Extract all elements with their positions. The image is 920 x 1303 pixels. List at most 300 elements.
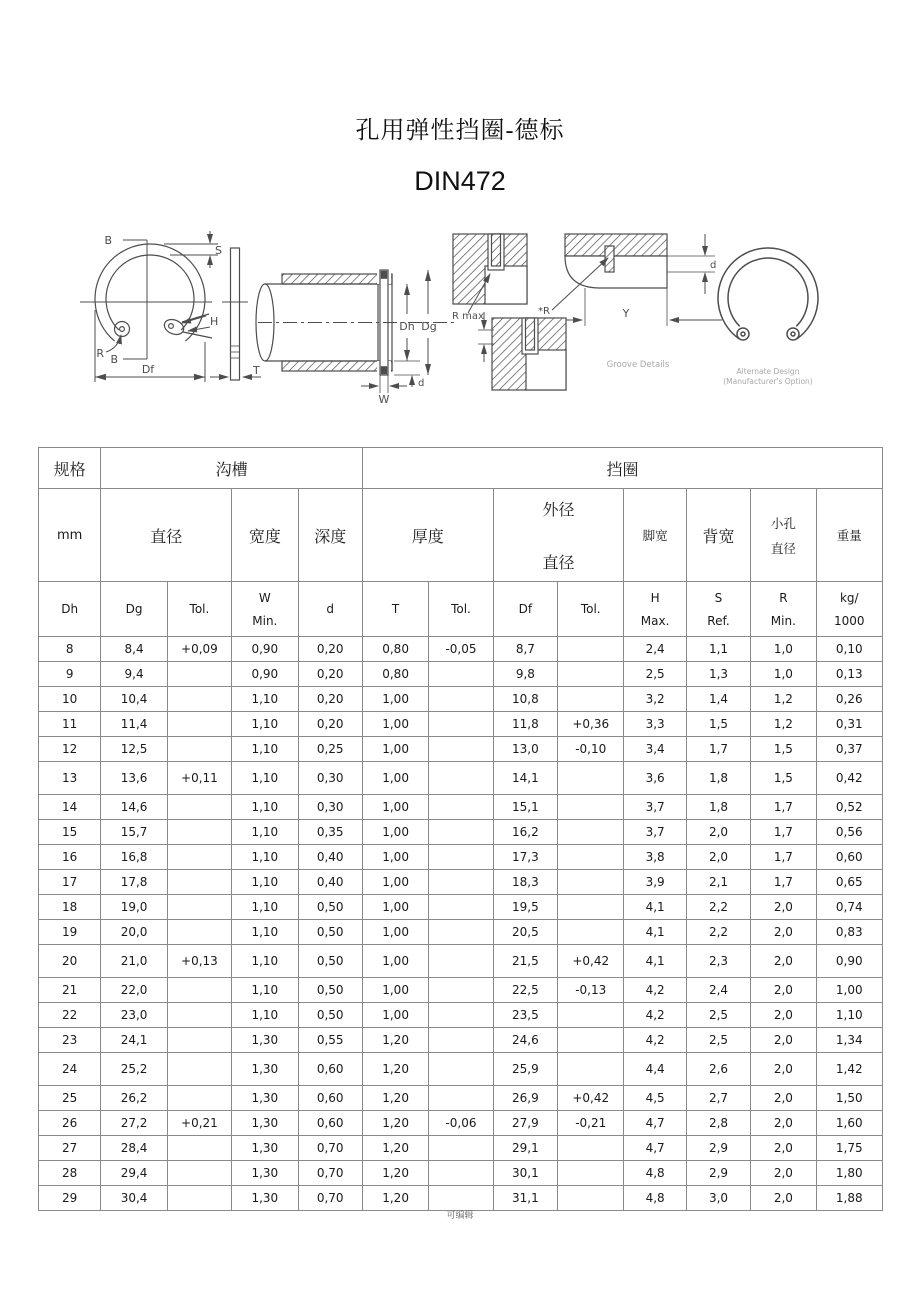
table-cell: 1,10 [232, 737, 298, 762]
dim-label-dh: Dh [399, 320, 415, 333]
technical-drawing [60, 226, 890, 422]
table-cell: 0,26 [816, 687, 882, 712]
table-cell [167, 1028, 231, 1053]
table-cell: 0,50 [298, 1003, 362, 1028]
table-cell: 1,7 [751, 870, 816, 895]
table-cell [429, 762, 493, 795]
table-cell [167, 1161, 231, 1186]
table-cell [167, 662, 231, 687]
table-cell: 2,5 [686, 1003, 750, 1028]
table-cell: 25,2 [101, 1053, 167, 1086]
dim-label-y: Y [622, 307, 630, 320]
table-row [39, 712, 883, 737]
table-cell: 0,90 [232, 662, 298, 687]
table-cell: 4,2 [624, 1003, 686, 1028]
dim-label-r: R [96, 347, 104, 360]
table-cell: 1,75 [816, 1136, 882, 1161]
table-cell [167, 895, 231, 920]
table-cell: 0,20 [298, 637, 362, 662]
circlip-diagram [60, 226, 890, 422]
table-cell: 20 [39, 945, 101, 978]
dim-label-b-top: B [104, 234, 112, 247]
table-cell: 31,1 [493, 1186, 557, 1211]
table-cell: 0,31 [816, 712, 882, 737]
table-cell [429, 1186, 493, 1211]
table-cell: 1,00 [362, 945, 428, 978]
groove-detail-lower [478, 312, 566, 390]
table-cell: -0,21 [558, 1111, 624, 1136]
header-outer-diameter-line1: 外径 [542, 500, 575, 519]
table-cell: 1,30 [232, 1136, 298, 1161]
header-spec: 规格 [39, 448, 101, 489]
table-cell [167, 737, 231, 762]
table-cell: 1,00 [362, 762, 428, 795]
table-cell: 12,5 [101, 737, 167, 762]
table-cell: 1,00 [362, 737, 428, 762]
table-cell: 4,2 [624, 1028, 686, 1053]
table-cell [558, 820, 624, 845]
table-cell [429, 662, 493, 687]
table-cell: 29 [39, 1186, 101, 1211]
table-cell: 2,0 [751, 895, 816, 920]
table-cell: 0,50 [298, 920, 362, 945]
table-cell: 4,7 [624, 1136, 686, 1161]
table-cell: 28,4 [101, 1136, 167, 1161]
table-cell: 27 [39, 1136, 101, 1161]
col-header-dg-tol: Tol. [167, 582, 231, 637]
table-cell: 18 [39, 895, 101, 920]
header-weight: 重量 [816, 489, 882, 582]
table-cell: 3,4 [624, 737, 686, 762]
table-cell: 2,5 [624, 662, 686, 687]
table-cell: 1,30 [232, 1111, 298, 1136]
table-cell: 0,25 [298, 737, 362, 762]
table-cell: -0,06 [429, 1111, 493, 1136]
alternate-design-view [718, 248, 818, 340]
dim-label-t: T [253, 364, 260, 377]
table-cell: 2,0 [686, 845, 750, 870]
table-cell: 1,00 [362, 895, 428, 920]
table-cell [558, 662, 624, 687]
header-thickness: 厚度 [362, 489, 493, 582]
table-cell: 21,5 [493, 945, 557, 978]
table-cell: 10,8 [493, 687, 557, 712]
table-cell: 0,50 [298, 945, 362, 978]
table-cell: 30,4 [101, 1186, 167, 1211]
table-cell: 1,7 [751, 795, 816, 820]
table-row [39, 795, 883, 820]
table-row [39, 762, 883, 795]
table-cell: 2,0 [751, 1003, 816, 1028]
table-cell: 30,1 [493, 1161, 557, 1186]
table-cell: 1,20 [362, 1086, 428, 1111]
table-cell: 2,8 [686, 1111, 750, 1136]
table-cell [167, 1003, 231, 1028]
dim-label-df: Df [141, 363, 155, 376]
table-cell: 1,00 [816, 978, 882, 1003]
table-cell: +0,11 [167, 762, 231, 795]
table-cell: 23 [39, 1028, 101, 1053]
table-cell: 1,10 [232, 712, 298, 737]
table-cell: 22,5 [493, 978, 557, 1003]
table-cell: 24,6 [493, 1028, 557, 1053]
table-cell: 1,20 [362, 1028, 428, 1053]
table-row [39, 637, 883, 662]
table-cell [167, 1186, 231, 1211]
table-cell: 23,0 [101, 1003, 167, 1028]
table-cell: 13,0 [493, 737, 557, 762]
table-cell: 2,9 [686, 1161, 750, 1186]
table-cell: 26,9 [493, 1086, 557, 1111]
table-cell: 1,42 [816, 1053, 882, 1086]
table-row [39, 1086, 883, 1111]
dim-label-rmax: R max [452, 311, 484, 322]
table-cell: 12 [39, 737, 101, 762]
table-cell: 1,10 [232, 870, 298, 895]
table-cell: 1,30 [232, 1161, 298, 1186]
table-cell [429, 1136, 493, 1161]
table-cell: 17 [39, 870, 101, 895]
table-cell: 1,20 [362, 1161, 428, 1186]
table-cell: 2,2 [686, 920, 750, 945]
alternate-design-caption-line1: Alternate Design [736, 367, 800, 376]
table-cell: 1,10 [232, 978, 298, 1003]
table-cell: 2,3 [686, 945, 750, 978]
table-cell: 0,40 [298, 870, 362, 895]
table-cell: 3,2 [624, 687, 686, 712]
table-cell: 3,3 [624, 712, 686, 737]
header-foot-width: 脚宽 [624, 489, 686, 582]
table-row [39, 1186, 883, 1211]
table-row [39, 920, 883, 945]
header-outer-diameter-line2: 直径 [542, 553, 575, 572]
table-cell: 1,7 [751, 820, 816, 845]
table-cell [558, 895, 624, 920]
table-cell: 11,8 [493, 712, 557, 737]
table-cell: 2,0 [686, 820, 750, 845]
table-cell: 0,40 [298, 845, 362, 870]
table-cell: 1,00 [362, 870, 428, 895]
table-cell [429, 978, 493, 1003]
table-cell [558, 1186, 624, 1211]
table-cell: 1,00 [362, 820, 428, 845]
table-cell: 20,0 [101, 920, 167, 945]
table-cell: 1,5 [751, 737, 816, 762]
table-cell: 1,1 [686, 637, 750, 662]
table-cell: 0,60 [298, 1111, 362, 1136]
header-hole-diameter-line2: 直径 [770, 540, 796, 556]
table-cell: -0,10 [558, 737, 624, 762]
table-cell: +0,09 [167, 637, 231, 662]
table-cell: 2,2 [686, 895, 750, 920]
table-row [39, 978, 883, 1003]
table-cell [429, 687, 493, 712]
table-cell [429, 1028, 493, 1053]
table-cell: 15,1 [493, 795, 557, 820]
table-cell [558, 687, 624, 712]
table-cell: 4,2 [624, 978, 686, 1003]
table-cell [167, 820, 231, 845]
table-cell [429, 737, 493, 762]
circlip-side-view [210, 248, 261, 380]
col-header-d: d [298, 582, 362, 637]
table-cell: 10,4 [101, 687, 167, 712]
table-cell: 1,30 [232, 1086, 298, 1111]
table-cell: 9,4 [101, 662, 167, 687]
table-cell: 4,1 [624, 895, 686, 920]
table-cell [558, 1136, 624, 1161]
table-cell [429, 1053, 493, 1086]
table-row [39, 1136, 883, 1161]
table-cell [429, 712, 493, 737]
header-ring: 挡圈 [362, 448, 882, 489]
table-cell: 1,30 [232, 1186, 298, 1211]
dim-label-star-r: *R [538, 306, 550, 317]
groove-detail-rmax [453, 234, 527, 313]
table-cell: 18,3 [493, 870, 557, 895]
header-hole-diameter-line1: 小孔 [770, 515, 796, 531]
table-cell: 2,0 [751, 945, 816, 978]
table-cell [558, 637, 624, 662]
table-cell: 1,10 [232, 895, 298, 920]
table-cell [558, 1053, 624, 1086]
table-cell: 2,0 [751, 1186, 816, 1211]
table-cell: 24,1 [101, 1028, 167, 1053]
table-cell: 3,8 [624, 845, 686, 870]
table-cell: 2,1 [686, 870, 750, 895]
group-header-row [39, 448, 883, 489]
table-cell: 1,20 [362, 1111, 428, 1136]
table-cell: 0,50 [298, 978, 362, 1003]
table-cell: 21,0 [101, 945, 167, 978]
table-row [39, 737, 883, 762]
table-cell: 1,5 [751, 762, 816, 795]
table-cell: 1,30 [232, 1028, 298, 1053]
table-row [39, 895, 883, 920]
table-cell: 2,7 [686, 1086, 750, 1111]
table-cell: 14,6 [101, 795, 167, 820]
table-cell: 2,0 [751, 1028, 816, 1053]
table-cell: 2,4 [686, 978, 750, 1003]
table-row [39, 1111, 883, 1136]
table-cell: 19,0 [101, 895, 167, 920]
table-cell: 4,8 [624, 1161, 686, 1186]
table-cell: 22,0 [101, 978, 167, 1003]
table-cell: 1,5 [686, 712, 750, 737]
table-cell: 0,55 [298, 1028, 362, 1053]
table-cell: 0,20 [298, 712, 362, 737]
table-cell: 0,60 [298, 1053, 362, 1086]
table-row [39, 820, 883, 845]
col-header-kg-1000: kg/ 1000 [816, 582, 882, 637]
table-cell: 26 [39, 1111, 101, 1136]
col-header-h-max: H Max. [624, 582, 686, 637]
table-row [39, 945, 883, 978]
table-cell: 2,5 [686, 1028, 750, 1053]
table-cell: 11,4 [101, 712, 167, 737]
footer-watermark: 可编辑 [446, 1211, 474, 1221]
table-cell [167, 687, 231, 712]
table-cell [558, 1028, 624, 1053]
table-cell: +0,36 [558, 712, 624, 737]
table-cell [429, 795, 493, 820]
table-cell [429, 1161, 493, 1186]
table-cell [558, 762, 624, 795]
table-cell [558, 1003, 624, 1028]
table-cell: +0,21 [167, 1111, 231, 1136]
table-cell: 0,83 [816, 920, 882, 945]
table-cell: 27,2 [101, 1111, 167, 1136]
table-cell: 4,7 [624, 1111, 686, 1136]
table-cell: 1,7 [751, 845, 816, 870]
table-cell: 10 [39, 687, 101, 712]
table-cell: 23,5 [493, 1003, 557, 1028]
table-cell: 0,80 [362, 662, 428, 687]
table-cell: 4,8 [624, 1186, 686, 1211]
table-cell: 3,7 [624, 795, 686, 820]
table-cell: 2,0 [751, 920, 816, 945]
table-cell: 1,00 [362, 795, 428, 820]
dim-label-d-groove: d [418, 378, 425, 389]
table-cell: 0,70 [298, 1186, 362, 1211]
table-cell: 1,2 [751, 687, 816, 712]
table-cell: 14,1 [493, 762, 557, 795]
table-cell: 9,8 [493, 662, 557, 687]
header-mm: mm [39, 489, 101, 582]
dim-label-h: H [210, 315, 219, 328]
table-cell [429, 945, 493, 978]
table-cell: 20,5 [493, 920, 557, 945]
table-cell [167, 1053, 231, 1086]
table-cell [167, 845, 231, 870]
table-cell: 3,7 [624, 820, 686, 845]
header-outer-diameter [493, 489, 624, 582]
table-cell [429, 870, 493, 895]
table-cell: 0,70 [298, 1161, 362, 1186]
table-cell [167, 978, 231, 1003]
table-cell: 2,0 [751, 1161, 816, 1186]
table-cell: 3,9 [624, 870, 686, 895]
table-cell: 1,10 [816, 1003, 882, 1028]
table-cell [167, 795, 231, 820]
table-cell: 16,8 [101, 845, 167, 870]
table-cell: 9 [39, 662, 101, 687]
table-cell: 25 [39, 1086, 101, 1111]
table-cell: 19,5 [493, 895, 557, 920]
table-cell: 29,4 [101, 1161, 167, 1186]
table-cell: 0,20 [298, 687, 362, 712]
table-cell: 2,0 [751, 1086, 816, 1111]
table-cell [558, 920, 624, 945]
table-cell [167, 920, 231, 945]
table-cell: 4,1 [624, 945, 686, 978]
col-header-dh: Dh [39, 582, 101, 637]
table-cell: -0,13 [558, 978, 624, 1003]
table-cell: 15,7 [101, 820, 167, 845]
table-cell: 1,88 [816, 1186, 882, 1211]
col-header-t: T [362, 582, 428, 637]
table-row [39, 1028, 883, 1053]
header-hole-diameter [751, 489, 816, 582]
table-cell: 0,50 [298, 895, 362, 920]
table-row [39, 662, 883, 687]
table-cell: 16 [39, 845, 101, 870]
table-cell: 13 [39, 762, 101, 795]
col-header-dg: Dg [101, 582, 167, 637]
table-cell: 0,52 [816, 795, 882, 820]
table-cell: +0,13 [167, 945, 231, 978]
alternate-design-caption-line2: (Manufacturer's Option) [723, 377, 813, 386]
table-cell: +0,42 [558, 1086, 624, 1111]
table-cell: 1,30 [232, 1053, 298, 1086]
table-cell: 21 [39, 978, 101, 1003]
table-cell: 2,4 [624, 637, 686, 662]
table-cell: 1,10 [232, 845, 298, 870]
table-cell: 17,8 [101, 870, 167, 895]
table-cell: 1,10 [232, 687, 298, 712]
dim-label-b-bottom: B [110, 353, 118, 366]
col-header-r-min: R Min. [751, 582, 816, 637]
table-cell [558, 845, 624, 870]
table-cell: 1,34 [816, 1028, 882, 1053]
table-cell: 1,60 [816, 1111, 882, 1136]
table-cell: 14 [39, 795, 101, 820]
table-cell: 8,4 [101, 637, 167, 662]
table-row [39, 687, 883, 712]
table-cell: 1,3 [686, 662, 750, 687]
header-width: 宽度 [232, 489, 298, 582]
table-cell: 11 [39, 712, 101, 737]
sub-header-row [39, 489, 883, 582]
table-cell: 16,2 [493, 820, 557, 845]
table-cell: 0,74 [816, 895, 882, 920]
table-cell: +0,42 [558, 945, 624, 978]
col-header-s-ref: S Ref. [686, 582, 750, 637]
table-cell: 3,0 [686, 1186, 750, 1211]
table-cell: 2,9 [686, 1136, 750, 1161]
table-cell: 27,9 [493, 1111, 557, 1136]
table-cell [429, 920, 493, 945]
table-cell: -0,05 [429, 637, 493, 662]
table-cell [429, 895, 493, 920]
table-cell: 1,10 [232, 762, 298, 795]
table-cell: 25,9 [493, 1053, 557, 1086]
header-diameter: 直径 [101, 489, 232, 582]
table-cell: 1,8 [686, 795, 750, 820]
col-header-w-min: W Min. [232, 582, 298, 637]
table-cell [558, 870, 624, 895]
header-back-width: 背宽 [686, 489, 750, 582]
table-cell: 22 [39, 1003, 101, 1028]
table-cell: 1,2 [751, 712, 816, 737]
table-cell: 2,0 [751, 1136, 816, 1161]
table-cell: 0,20 [298, 662, 362, 687]
table-cell: 2,0 [751, 1111, 816, 1136]
table-cell: 2,6 [686, 1053, 750, 1086]
table-cell [167, 1136, 231, 1161]
col-header-t-tol: Tol. [429, 582, 493, 637]
table-cell: 1,10 [232, 945, 298, 978]
column-header-row [39, 582, 883, 637]
table-row [39, 1003, 883, 1028]
table-cell: 0,37 [816, 737, 882, 762]
dim-label-w: W [378, 393, 390, 406]
page-title: 孔用弹性挡圈-德标 [355, 118, 565, 144]
table-cell: 0,70 [298, 1136, 362, 1161]
table-cell: 19 [39, 920, 101, 945]
table-row [39, 1053, 883, 1086]
table-cell: 1,10 [232, 795, 298, 820]
